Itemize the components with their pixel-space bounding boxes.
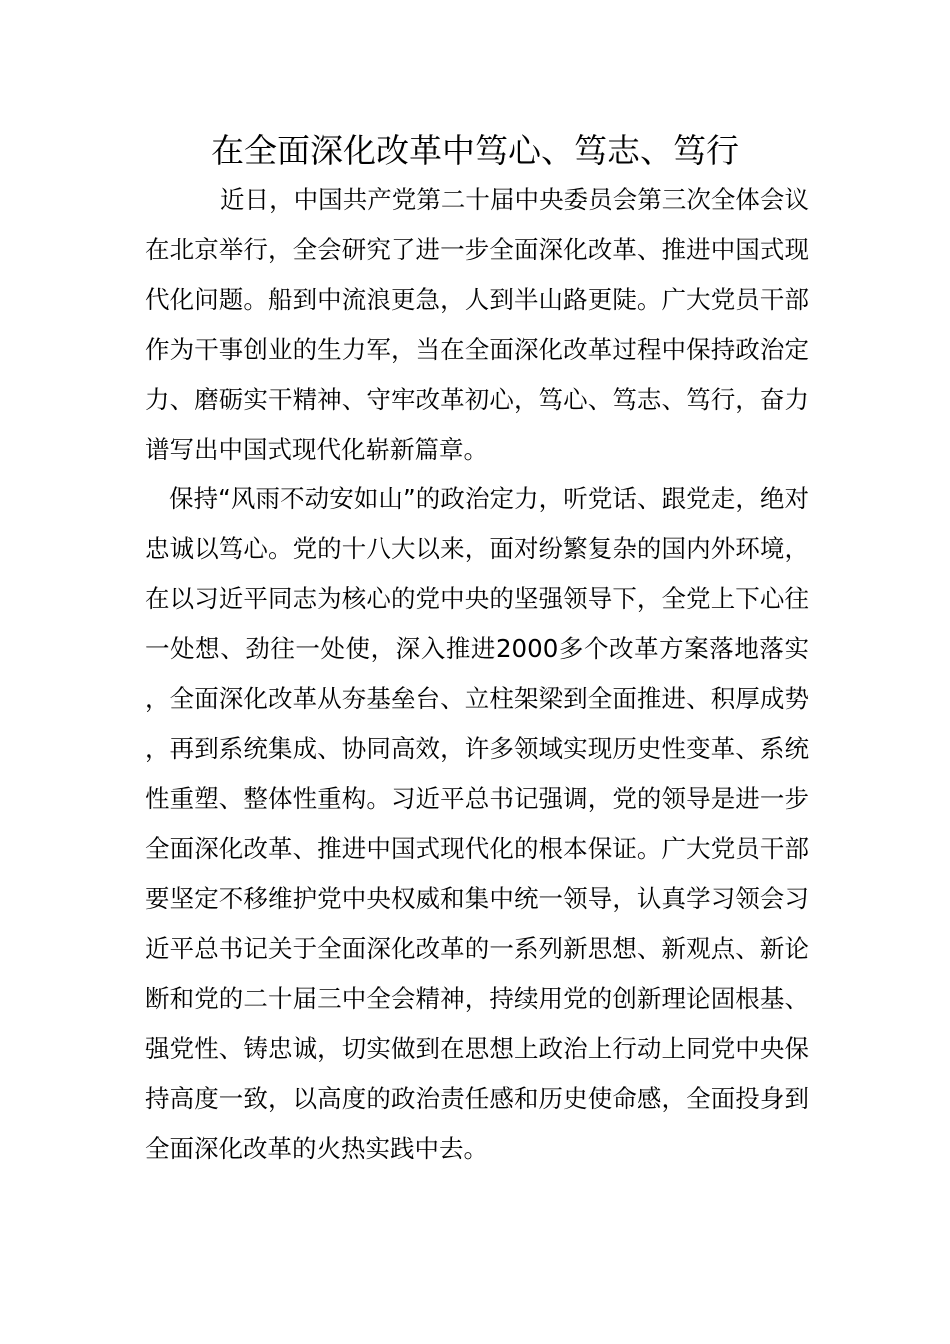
document-title: 在全面深化改革中笃心、笃志、笃行 [211, 131, 739, 170]
paragraph-intro: 近日，中国共产党第二十届中央委员会第三次全体会议在北京举行，全会研究了进一步全面深化改革、推进中国式现代化问题。船到中流浪更急，人到半山路更陡。广大党员干部作为干事创业的生力军，当在全面深化改革过程中保持政治定力、磨砺实干精神、守牢改革初心，笃心、笃志、笃行，奋力谱写出中国式现代化崭新篇章。 [145, 185, 809, 464]
paragraph-political-stability: 保持“风雨不动安如山”的政治定力，听党话、跟党走，绝对忠诚以笃心。党的十八大以来，面对纷繁复杂的国内外环境，在以习近平同志为核心的党中央的坚强领导下，全党上下心往一处想、劲往一处使，深入推进2000多个改革方案落地落实，全面深化改革从夯基垒台、立柱架梁到全面推进、积厚成势，再到系统集成、协同高效，许多领域实现历史性变革、系统性重塑、整体性重构。习近平总书记强调，党的领导是进一步全面深化改革、推进中国式现代化的根本保证。广大党员干部要坚定不移维护党中央权威和集中统一领导，认真学习领会习近平总书记关于全面深化改革的一系列新思想、新观点、新论断和党的二十届三中全会精神，持续用党的创新理论固根基、强党性、铸忠诚，切实做到在思想上政治上行动上同党中央保持高度一致，以高度的政治责任感和历史使命感，全面投身到全面深化改革的火热实践中去。 [145, 484, 809, 1163]
